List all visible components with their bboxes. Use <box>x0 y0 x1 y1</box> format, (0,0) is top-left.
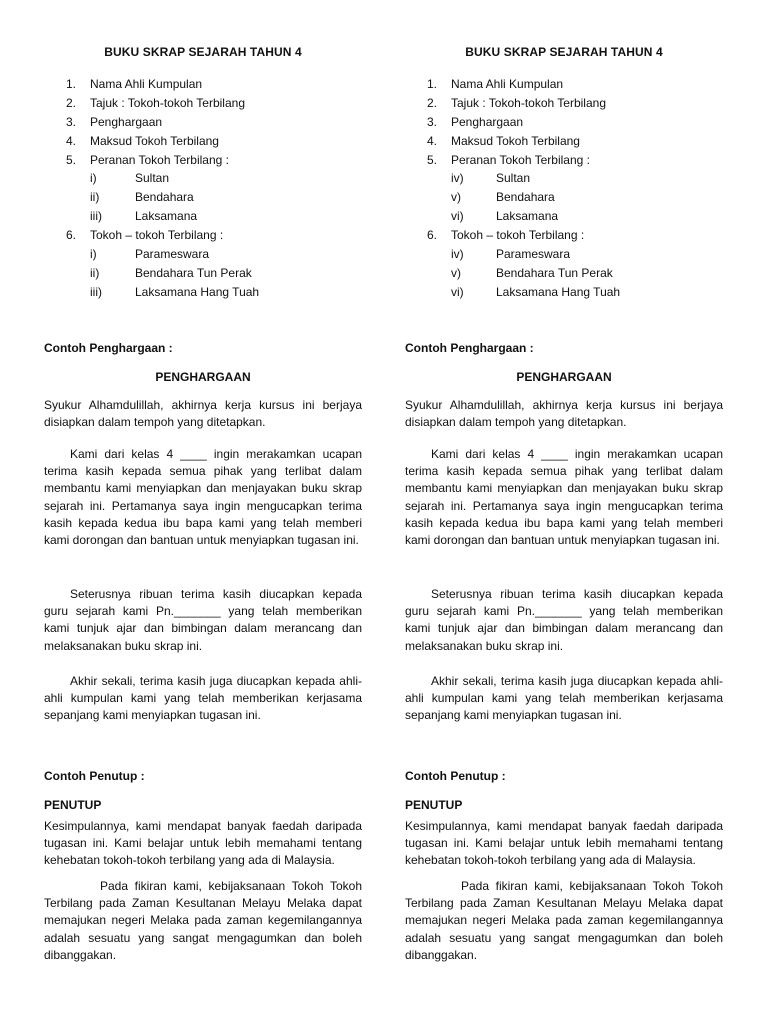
list-item <box>44 75 362 94</box>
list-item <box>44 94 362 113</box>
list-item-text: Nama Ahli Kumpulan <box>90 77 203 91</box>
list-item-number: 5. <box>427 152 438 167</box>
sub-list-item <box>44 188 362 207</box>
sub-list-item <box>405 207 723 226</box>
list-item <box>44 151 362 170</box>
document-title: BUKU SKRAP SEJARAH TAHUN 4 <box>465 45 663 59</box>
sub-list-item <box>405 188 723 207</box>
sub-list-item-number: v) <box>451 190 461 205</box>
list-item <box>405 75 723 94</box>
sub-list-item <box>405 245 723 264</box>
document-column-right <box>405 0 723 1024</box>
sub-list-item <box>44 283 362 302</box>
list-item-number: 4. <box>66 133 77 148</box>
list-item-text: Tokoh – tokoh Terbilang : <box>90 228 224 243</box>
contoh-penutup-label: Contoh Penutup : <box>44 769 145 783</box>
penutup-heading: PENUTUP <box>405 798 463 812</box>
penghargaan-paragraph-3: Seterusnya ribuan terima kasih diucapkan kepada guru sejarah kami Pn._______ yang telah memberikan kami tunjuk ajar dan bimbingan dalam merancang dan melaksanakan buku skrap ini. <box>405 587 723 653</box>
contoh-penutup-label: Contoh Penutup : <box>405 769 506 783</box>
list-item <box>405 94 723 113</box>
penghargaan-paragraph-3: Seterusnya ribuan terima kasih diucapkan kepada guru sejarah kami Pn._______ yang telah memberikan kami tunjuk ajar dan bimbingan dalam merancang dan melaksanakan buku skrap ini. <box>44 587 362 653</box>
list-item <box>44 113 362 132</box>
sub-list-item <box>405 283 723 302</box>
list-item-number: 3. <box>427 114 438 129</box>
penghargaan-heading: PENGHARGAAN <box>155 370 251 384</box>
sub-list-item-text: Parameswara <box>135 247 210 262</box>
sub-list-item-number: iv) <box>451 171 464 186</box>
list-item-number: 5. <box>66 152 77 167</box>
list-item-number: 1. <box>427 77 438 91</box>
list-item-text: Maksud Tokoh Terbilang <box>90 133 219 148</box>
list-item-number: 6. <box>66 228 77 243</box>
sub-list-item-text: Bendahara Tun Perak <box>135 265 252 280</box>
sub-list-item-text: Bendahara <box>496 190 555 205</box>
penghargaan-paragraph-2: Kami dari kelas 4 ____ ingin merakamkan ucapan terima kasih kepada semua pihak yang terlibat dalam membantu kami menyiapkan dan menjayakan buku skrap sejarah ini. Pertamanya saya ingin mengucapkan terima kasih kepada kedua ibu bapa kami yang telah memberi kami dorongan dan bantuan untuk menyiapkan tugasan ini. <box>44 447 362 548</box>
sub-list-item-text: Laksamana <box>496 209 559 224</box>
sub-list-item <box>44 245 362 264</box>
list-item-number: 2. <box>66 95 77 110</box>
list-item-text: Peranan Tokoh Terbilang : <box>90 152 229 167</box>
list-item-text: Peranan Tokoh Terbilang : <box>451 152 590 167</box>
penghargaan-paragraph-1: Syukur Alhamdulillah, akhirnya kerja kursus ini berjaya disiapkan dalam tempoh yang ditetapkan. <box>405 398 723 430</box>
list-item-number: 4. <box>427 133 438 148</box>
list-item-text: Nama Ahli Kumpulan <box>451 77 564 91</box>
list-item-text: Penghargaan <box>451 114 524 129</box>
penghargaan-heading: PENGHARGAAN <box>516 370 612 384</box>
list-item <box>44 226 362 245</box>
sub-list-item-text: Laksamana Hang Tuah <box>135 284 260 299</box>
list-item-text: Maksud Tokoh Terbilang <box>451 133 580 148</box>
list-item <box>405 113 723 132</box>
sub-list-item-text: Bendahara <box>135 190 194 205</box>
sub-list-item-number: vi) <box>451 284 464 299</box>
penghargaan-paragraph-4: Akhir sekali, terima kasih juga diucapkan kepada ahli-ahli kumpulan kami yang telah memberikan kerjasama sepanjang kami menyiapkan tugasan ini. <box>44 674 362 723</box>
document-title: BUKU SKRAP SEJARAH TAHUN 4 <box>104 45 302 59</box>
sub-list-item-text: Laksamana Hang Tuah <box>496 284 621 299</box>
sub-list-item <box>405 169 723 188</box>
sub-list-item-number: ii) <box>90 190 100 205</box>
sub-list-item <box>405 264 723 283</box>
contents-list <box>405 75 723 302</box>
sub-list-item-text: Bendahara Tun Perak <box>496 265 613 280</box>
list-item-text: Tokoh – tokoh Terbilang : <box>451 228 585 243</box>
penutup-paragraph-1: Kesimpulannya, kami mendapat banyak faedah daripada tugasan ini. Kami belajar untuk lebih memahami tentang kehebatan tokoh-tokoh terbilang yang ada di Malaysia. <box>405 819 723 868</box>
list-item-text: Tajuk : Tokoh-tokoh Terbilang <box>90 95 245 110</box>
sub-list-item-number: v) <box>451 265 461 280</box>
penghargaan-paragraph-4: Akhir sekali, terima kasih juga diucapkan kepada ahli-ahli kumpulan kami yang telah memberikan kerjasama sepanjang kami menyiapkan tugasan ini. <box>405 674 723 723</box>
list-item-number: 6. <box>427 228 438 243</box>
sub-list-item-text: Sultan <box>496 171 531 186</box>
list-item <box>405 132 723 151</box>
sub-list-item-text: Sultan <box>135 171 170 186</box>
list-item <box>405 226 723 245</box>
list-item-text: Tajuk : Tokoh-tokoh Terbilang <box>451 95 606 110</box>
penutup-paragraph-2: Pada fikiran kami, kebijaksanaan Tokoh Tokoh Terbilang pada Zaman Kesultanan Melayu Melaka dapat memajukan negeri Melaka pada zaman kegemilangannya adalah sesuatu yang sangat mengagumkan dan boleh dibanggakan. <box>44 879 362 962</box>
list-item-number: 1. <box>66 77 77 91</box>
list-item <box>405 151 723 170</box>
sub-list-item <box>44 264 362 283</box>
penutup-paragraph-2: Pada fikiran kami, kebijaksanaan Tokoh Tokoh Terbilang pada Zaman Kesultanan Melayu Melaka dapat memajukan negeri Melaka pada zaman kegemilangannya adalah sesuatu yang sangat mengagumkan dan boleh dibanggakan. <box>405 879 723 962</box>
contoh-penghargaan-label: Contoh Penghargaan : <box>44 341 173 355</box>
penutup-heading: PENUTUP <box>44 798 102 812</box>
sub-list-item-number: ii) <box>90 265 100 280</box>
sub-list-item-number: i) <box>90 247 97 262</box>
sub-list-item-number: vi) <box>451 209 464 224</box>
list-item-text: Penghargaan <box>90 114 163 129</box>
penghargaan-paragraph-2: Kami dari kelas 4 ____ ingin merakamkan ucapan terima kasih kepada semua pihak yang terlibat dalam membantu kami menyiapkan dan menjayakan buku skrap sejarah ini. Pertamanya saya ingin mengucapkan terima kasih kepada kedua ibu bapa kami yang telah memberi kami dorongan dan bantuan untuk menyiapkan tugasan ini. <box>405 447 723 548</box>
contents-list <box>44 75 362 302</box>
sub-list-item <box>44 169 362 188</box>
sub-list-item-text: Parameswara <box>496 247 571 262</box>
sub-list-item-number: i) <box>90 171 97 186</box>
penutup-paragraph-1: Kesimpulannya, kami mendapat banyak faedah daripada tugasan ini. Kami belajar untuk lebih memahami tentang kehebatan tokoh-tokoh terbilang yang ada di Malaysia. <box>44 819 362 868</box>
penghargaan-paragraph-1: Syukur Alhamdulillah, akhirnya kerja kursus ini berjaya disiapkan dalam tempoh yang ditetapkan. <box>44 398 362 430</box>
contoh-penghargaan-label: Contoh Penghargaan : <box>405 341 534 355</box>
sub-list-item-number: iv) <box>451 247 464 262</box>
sub-list-item <box>44 207 362 226</box>
list-item <box>44 132 362 151</box>
sub-list-item-text: Laksamana <box>135 209 198 224</box>
sub-list-item-number: iii) <box>90 209 102 224</box>
sub-list-item-number: iii) <box>90 284 102 299</box>
document-column-left <box>44 0 362 1024</box>
list-item-number: 3. <box>66 114 77 129</box>
list-item-number: 2. <box>427 95 438 110</box>
